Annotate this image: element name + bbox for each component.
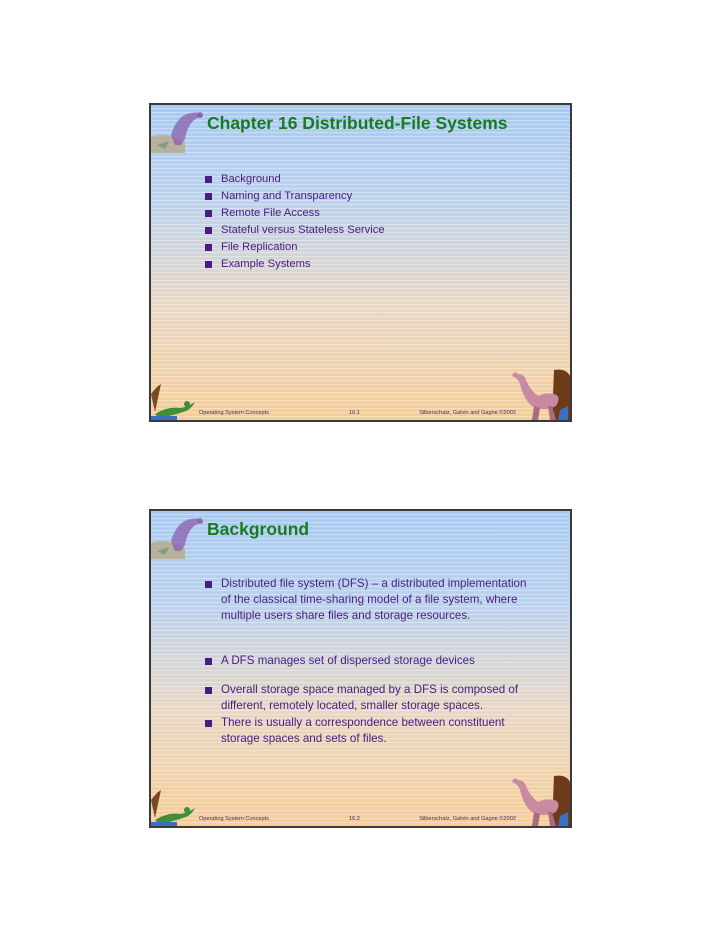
list-item: Background [151, 171, 560, 188]
footer-page-number: 16.1 [349, 410, 360, 416]
dinosaur-clipart-icon [151, 105, 211, 153]
slide-footer [151, 814, 570, 826]
footer-authors: Silberschatz, Galvin and Gagne ©2002 [419, 816, 516, 822]
slide-title: Background [207, 519, 310, 539]
footer-page-number: 16.2 [349, 816, 360, 822]
bullet-square-icon [205, 193, 212, 200]
slide-title: Chapter 16 Distributed-File Systems [207, 113, 508, 133]
bullet-square-icon [205, 210, 212, 217]
bullet-square-icon [205, 658, 212, 665]
list-item: Remote File Access [151, 205, 560, 222]
bullet-square-icon [205, 176, 212, 183]
footer-book-title: Operating System Concepts [199, 816, 269, 822]
list-item: File Replication [151, 239, 560, 256]
dinosaur-clipart-icon [151, 511, 211, 559]
bullet-square-icon [205, 687, 212, 694]
bullet-square-icon [205, 244, 212, 251]
footer-authors: Silberschatz, Galvin and Gagne ©2002 [419, 410, 516, 416]
bullet-square-icon [205, 720, 212, 727]
list-item: Example Systems [151, 256, 560, 273]
bullet-square-icon [205, 227, 212, 234]
slide-1 [149, 103, 572, 422]
footer-book-title: Operating System Concepts [199, 410, 269, 416]
bullet-square-icon [205, 581, 212, 588]
slide-2: Background Distributed file system (DFS) – a distributed implementation of the classical time-sharing model of a file system, where multiple users share files and storage resources. A DFS manages set of dispersed storage devices Overall storage space managed by a DFS is composed of different, remotely located, smaller storage spaces. There is usually a correspondence between constituent storage spaces and sets of files. Operating System Concepts 16.2 Silberschatz, Galvin and Gagne ©2002 [149, 509, 572, 828]
list-item: Stateful versus Stateless Service [151, 222, 560, 239]
slide-footer [151, 408, 570, 420]
bullet-square-icon [205, 261, 212, 268]
list-item: Naming and Transparency [151, 188, 560, 205]
